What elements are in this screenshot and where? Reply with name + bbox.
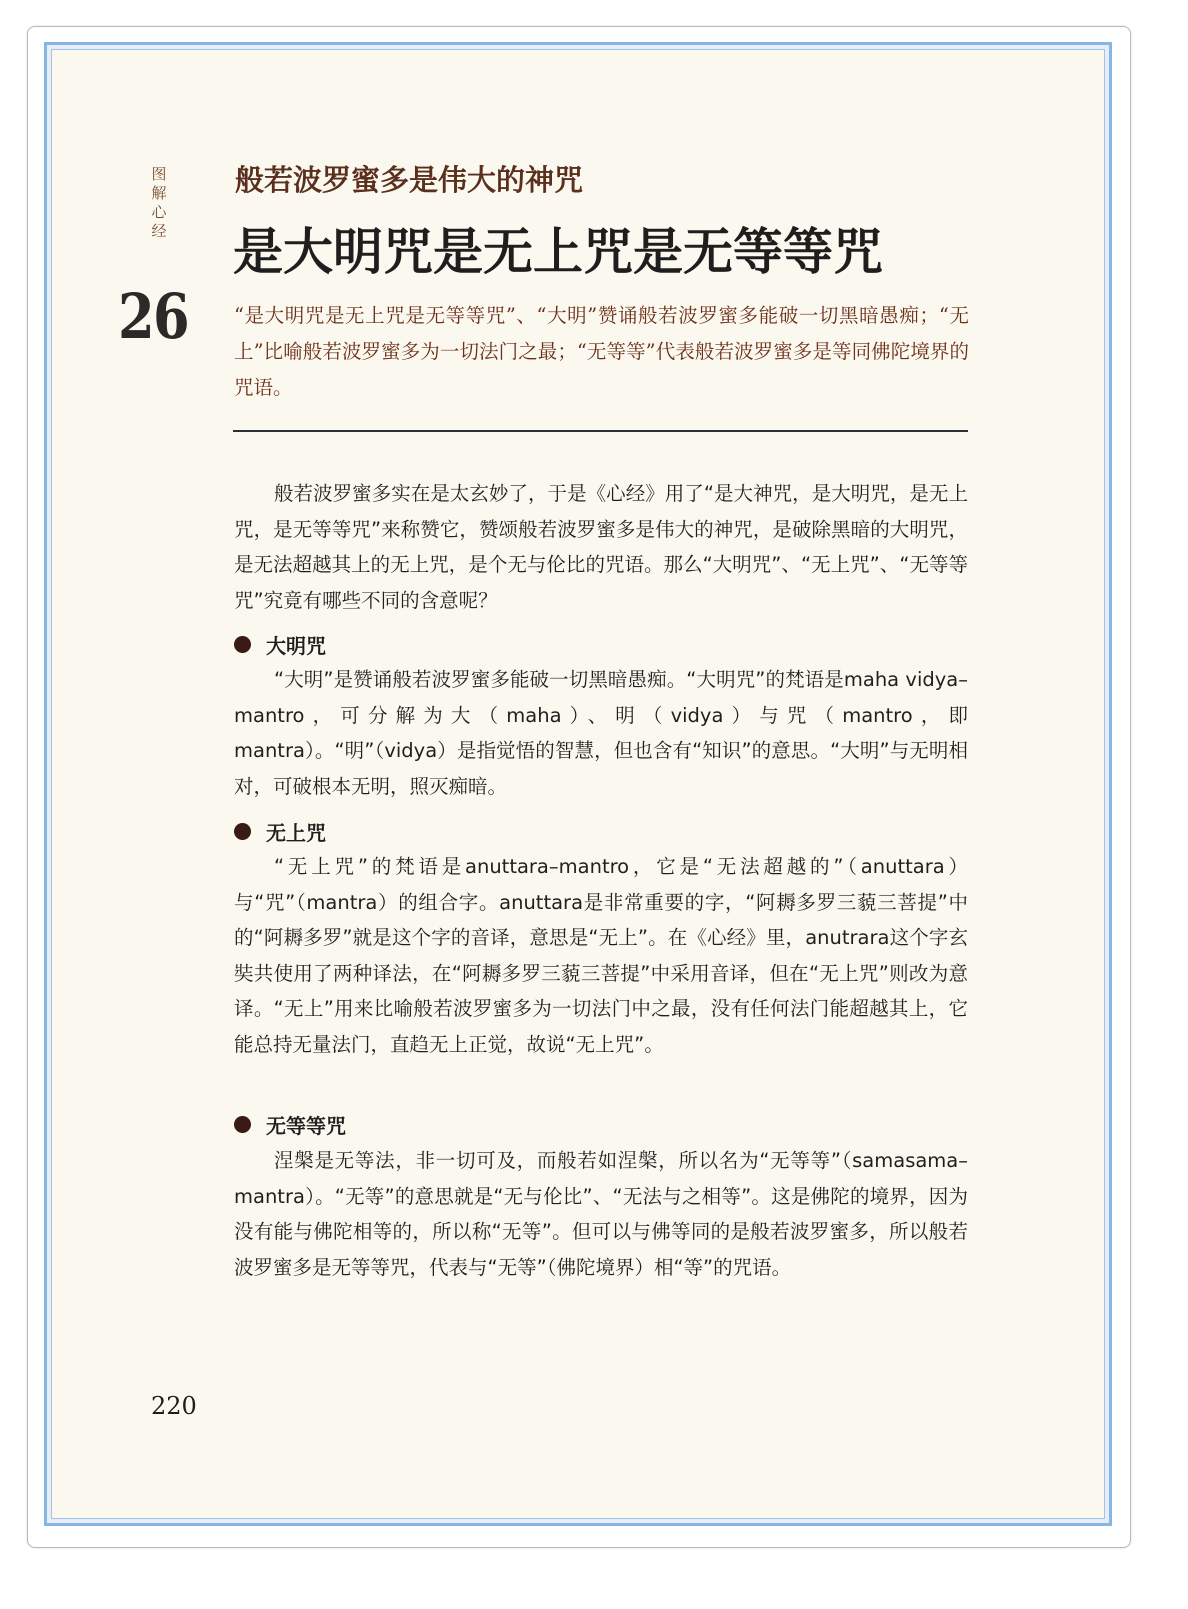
bullet-icon (234, 823, 251, 840)
chapter-summary: “是大明咒是无上咒是无等等咒”、“大明”赞诵般若波罗蜜多能破一切黑暗愚痴；“无上”比喻般若波罗蜜多为一切法门之最；“无等等”代表般若波罗蜜多是等同佛陀境界的咒语。 (234, 304, 969, 399)
section-text-wushang: “无上咒”的梵语是anuttara–mantro，它是“无法超越的”（anuttara）与“咒”（mantra）的组合字。anuttara是非常重要的字，“阿耨多罗三藐三菩提”中的“阿耨多罗”就是这个字的音译，意思是“无上”。在《心经》里，anutrara这个字玄奘共使用了两种译法，在“阿耨多罗三藐三菩提”中采用音译，但在“无上咒”则改为意译。“无上”用来比喻般若波罗蜜多为一切法门中之最，没有任何法门能超越其上，它能总持无量法门，直趋无上正觉，故说“无上咒”。 (234, 855, 968, 1056)
chapter-title: 是大明咒是无上咒是无等等咒 (233, 222, 883, 281)
section-text-daming: “大明”是赞诵般若波罗蜜多能破一切黑暗愚痴。“大明咒”的梵语是maha vidya–mantro，可分解为大（maha）、明（vidya）与咒（mantro，即mantra）。“明”（vidya）是指觉悟的智慧，但也含有“知识”的意思。“大明”与无明相对，可破根本无明，照灭痴暗。 (234, 668, 968, 798)
section-heading-daming (234, 630, 326, 658)
chapter-subtitle: 般若波罗蜜多是伟大的神咒 (235, 163, 584, 197)
section-text-wudengdeng: 涅槃是无等法，非一切可及，而般若如涅槃，所以名为“无等等”（samasama–mantra）。“无等”的意思就是“无与伦比”、“无法与之相等”。这是佛陀的境界，因为没有能与佛陀相等的，所以称“无等”。但可以与佛等同的是般若波罗蜜多，所以般若波罗蜜多是无等等咒，代表与“无等”（佛陀境界）相“等”的咒语。 (234, 1149, 968, 1279)
divider (233, 430, 968, 432)
bullet-icon (234, 1116, 251, 1133)
section-heading-wushang (234, 817, 326, 845)
bullet-icon (234, 636, 251, 653)
page-number: 220 (151, 1392, 197, 1420)
intro-paragraph: 般若波罗蜜多实在是太玄妙了，于是《心经》用了“是大神咒，是大明咒，是无上咒，是无等等咒”来称赞它，赞颂般若波罗蜜多是伟大的神咒，是破除黑暗的大明咒，是无法超越其上的无上咒，是个无与伦比的咒语。那么“大明咒”、“无上咒”、“无等等咒”究竟有哪些不同的含意呢？ (234, 482, 968, 612)
section-heading-text: 无等等咒 (266, 1113, 346, 1138)
section-heading-text: 大明咒 (266, 633, 326, 658)
section-heading-text: 无上咒 (266, 820, 326, 845)
series-label: 图解心经 (151, 165, 167, 240)
chapter-number: 26 (118, 280, 188, 353)
section-heading-wudengdeng (234, 1110, 346, 1138)
